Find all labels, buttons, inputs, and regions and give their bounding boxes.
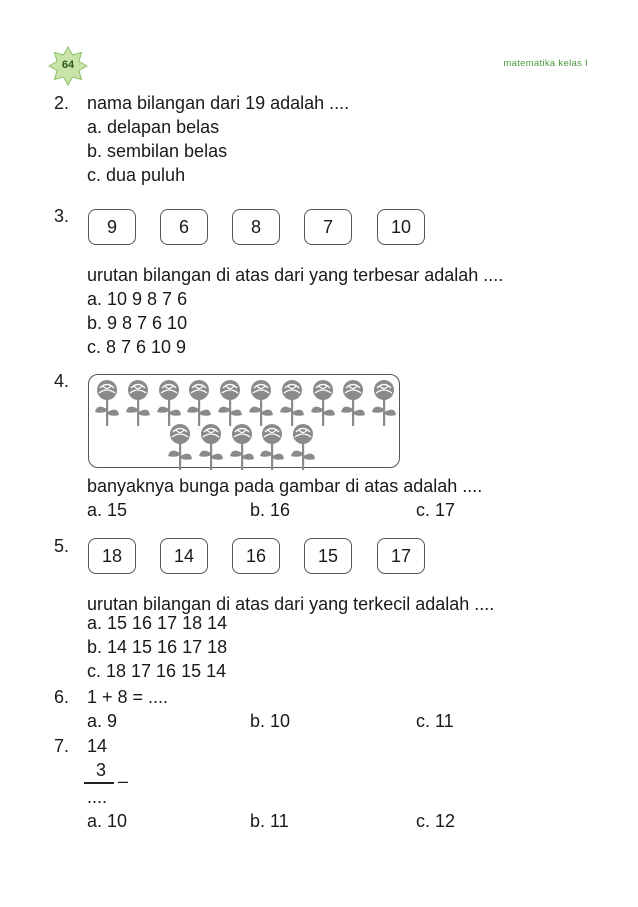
q2-option-c: c. dua puluh — [87, 165, 186, 185]
q5-option-a: a. 15 16 17 18 14 — [87, 613, 228, 633]
q2-option-b: b. sembilan belas — [87, 141, 228, 161]
q7-option-c: c. 12 — [416, 811, 456, 831]
flower-icon — [166, 423, 194, 471]
q2-number: 2. — [54, 93, 70, 113]
q5-option-b: b. 14 15 16 17 18 — [87, 637, 228, 657]
flower-icon — [309, 379, 337, 427]
q4-option-a: a. 15 — [87, 500, 128, 520]
flower-icon — [247, 379, 275, 427]
q6-number: 6. — [54, 687, 70, 707]
q3-text: urutan bilangan di atas dari yang terbesar adalah .... — [87, 265, 504, 285]
q2-text: nama bilangan dari 19 adalah .... — [87, 93, 350, 113]
q4-text: banyaknya bunga pada gambar di atas adalah .... — [87, 476, 483, 496]
q2-option-a: a. delapan belas — [87, 117, 220, 137]
flower-icon — [93, 379, 121, 427]
q7-bottom-number: 3 — [96, 760, 107, 780]
flower-icon — [278, 379, 306, 427]
q7-number: 7. — [54, 736, 70, 756]
q5-number-box: 14 — [160, 538, 208, 574]
q3-option-a: a. 10 9 8 7 6 — [87, 289, 188, 309]
flower-icon — [185, 379, 213, 427]
page-number: 64 — [61, 59, 75, 71]
flower-icon — [197, 423, 225, 471]
flower-icon — [370, 379, 398, 427]
q6-option-a: a. 9 — [87, 711, 118, 731]
flower-icon — [216, 379, 244, 427]
q7-minus-sign: – — [118, 771, 129, 791]
flower-icon — [289, 423, 317, 471]
q3-option-b: b. 9 8 7 6 10 — [87, 313, 188, 333]
q5-number-box: 18 — [88, 538, 136, 574]
q7-underline — [84, 782, 114, 784]
flower-icon — [124, 379, 152, 427]
flower-picture-box — [88, 374, 400, 468]
q3-number-box: 10 — [377, 209, 425, 245]
q4-number: 4. — [54, 371, 70, 391]
flower-icon — [258, 423, 286, 471]
q4-option-b: b. 16 — [250, 500, 291, 520]
q6-option-b: b. 10 — [250, 711, 291, 731]
q5-number-box: 16 — [232, 538, 280, 574]
q5-option-c: c. 18 17 16 15 14 — [87, 661, 227, 681]
q7-option-b: b. 11 — [250, 811, 289, 831]
page-number-badge — [48, 46, 88, 86]
q5-number-box: 15 — [304, 538, 352, 574]
q3-number-box: 6 — [160, 209, 208, 245]
q4-option-c: c. 17 — [416, 500, 456, 520]
q5-number-box: 17 — [377, 538, 425, 574]
q3-number-box: 7 — [304, 209, 352, 245]
q5-number: 5. — [54, 536, 70, 556]
flower-icon — [339, 379, 367, 427]
q6-text: 1 + 8 = .... — [87, 687, 169, 707]
q3-number-box: 9 — [88, 209, 136, 245]
q5-text: urutan bilangan di atas dari yang terkecil adalah .... — [87, 594, 495, 614]
header-title: matematika kelas I — [503, 58, 588, 69]
flower-icon — [228, 423, 256, 471]
q7-top-number: 14 — [87, 736, 108, 756]
q7-result: .... — [87, 787, 108, 807]
q6-option-c: c. 11 — [416, 711, 454, 731]
q3-number-box: 8 — [232, 209, 280, 245]
q3-option-c: c. 8 7 6 10 9 — [87, 337, 187, 357]
q7-option-a: a. 10 — [87, 811, 128, 831]
q3-number: 3. — [54, 206, 70, 226]
flower-icon — [155, 379, 183, 427]
